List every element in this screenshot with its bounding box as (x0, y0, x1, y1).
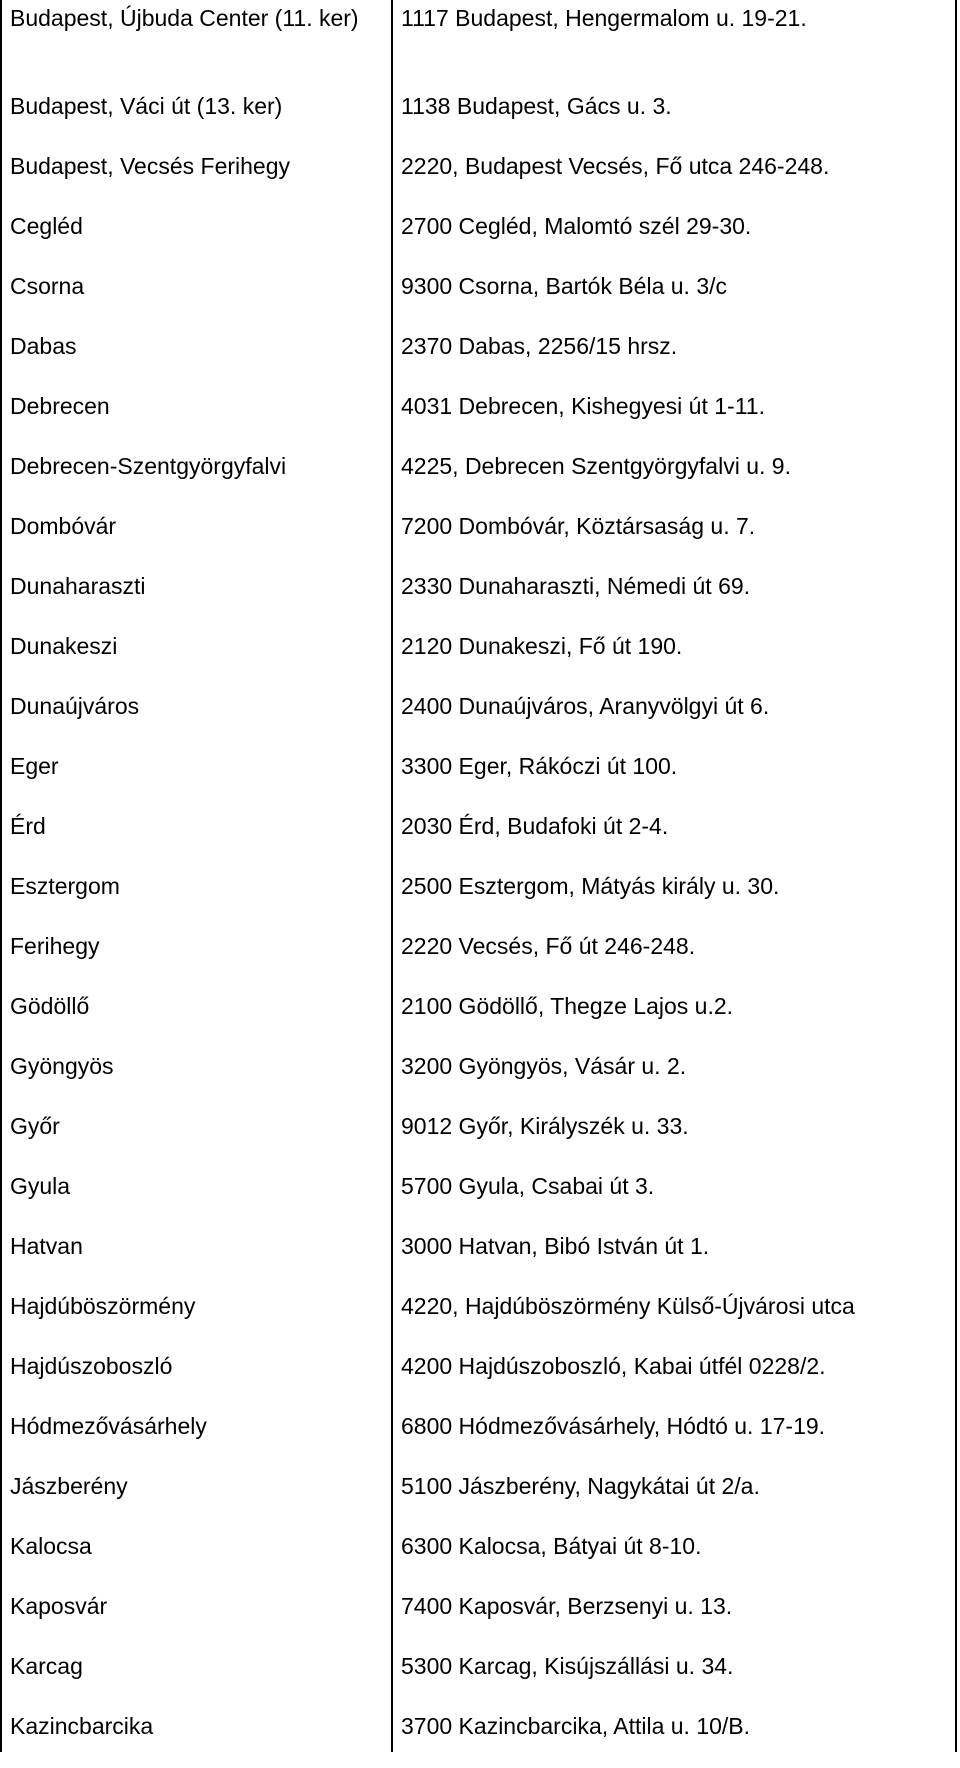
location-name: Kaposvár (10, 1593, 108, 1619)
table-row (0, 1588, 960, 1648)
location-name: Hajdúszoboszló (10, 1353, 173, 1379)
location-name: Eger (10, 753, 59, 779)
location-address: 3700 Kazincbarcika, Attila u. 10/B. (401, 1713, 751, 1739)
location-name: Dunakeszi (10, 633, 118, 659)
location-address: 2700 Cegléd, Malomtó szél 29-30. (401, 213, 752, 239)
location-name: Csorna (10, 273, 85, 299)
location-name: Debrecen (10, 393, 110, 419)
location-name: Hajdúböszörmény (10, 1293, 196, 1319)
location-name: Hódmezővásárhely (10, 1413, 207, 1439)
table-row (0, 988, 960, 1048)
location-address: 7200 Dombóvár, Köztársaság u. 7. (401, 513, 756, 539)
location-address: 3300 Eger, Rákóczi út 100. (401, 753, 678, 779)
table-row (0, 0, 960, 88)
location-address: 4200 Hajdúszoboszló, Kabai útfél 0228/2. (401, 1353, 826, 1379)
location-name: Dombóvár (10, 513, 117, 539)
location-address: 1138 Budapest, Gács u. 3. (401, 93, 672, 119)
location-name: Gyöngyös (10, 1053, 114, 1079)
location-address: 3000 Hatvan, Bibó István út 1. (401, 1233, 710, 1259)
table-row (0, 328, 960, 388)
location-name: Budapest, Újbuda Center (11. ker) (10, 5, 359, 31)
location-name: Karcag (10, 1653, 83, 1679)
table-row (0, 868, 960, 928)
location-address: 2220 Vecsés, Fő út 246-248. (401, 933, 696, 959)
location-name: Dabas (10, 333, 77, 359)
location-name: Budapest, Vecsés Ferihegy (10, 153, 290, 179)
location-address: 5300 Karcag, Kisújszállási u. 34. (401, 1653, 734, 1679)
location-name: Budapest, Váci út (13. ker) (10, 93, 283, 119)
table-row (0, 1348, 960, 1408)
location-address: 9300 Csorna, Bartók Béla u. 3/c (401, 273, 728, 299)
table-row (0, 1228, 960, 1288)
location-address: 3200 Gyöngyös, Vásár u. 2. (401, 1053, 687, 1079)
location-name: Jászberény (10, 1473, 128, 1499)
location-address: 4225, Debrecen Szentgyörgyfalvi u. 9. (401, 453, 791, 479)
location-name: Hatvan (10, 1233, 83, 1259)
table-row (0, 1048, 960, 1108)
location-address: 4220, Hajdúböszörmény Külső-Újvárosi utca (401, 1293, 855, 1319)
location-name: Gyula (10, 1173, 71, 1199)
table-row (0, 148, 960, 208)
table-row (0, 448, 960, 508)
location-name: Érd (10, 813, 46, 839)
location-address: 6800 Hódmezővásárhely, Hódtó u. 17-19. (401, 1413, 826, 1439)
table-row (0, 1288, 960, 1348)
location-name: Gödöllő (10, 993, 90, 1019)
location-address: 5700 Gyula, Csabai út 3. (401, 1173, 655, 1199)
location-address: 2400 Dunaújváros, Aranyvölgyi út 6. (401, 693, 770, 719)
location-name: Kazincbarcika (10, 1713, 154, 1739)
table-row (0, 1648, 960, 1708)
table-row (0, 508, 960, 568)
location-address: 4031 Debrecen, Kishegyesi út 1-11. (401, 393, 765, 419)
location-address: 2370 Dabas, 2256/15 hrsz. (401, 333, 678, 359)
table-row (0, 808, 960, 868)
location-name: Dunaharaszti (10, 573, 146, 599)
table-row (0, 1108, 960, 1168)
table-row (0, 208, 960, 268)
location-address: 2120 Dunakeszi, Fő út 190. (401, 633, 683, 659)
location-name: Dunaújváros (10, 693, 140, 719)
location-address: 2330 Dunaharaszti, Némedi út 69. (401, 573, 751, 599)
location-name: Kalocsa (10, 1533, 92, 1559)
location-name: Győr (10, 1113, 60, 1139)
location-name: Esztergom (10, 873, 120, 899)
table-row (0, 1468, 960, 1528)
location-address: 5100 Jászberény, Nagykátai út 2/a. (401, 1473, 760, 1499)
table-row (0, 568, 960, 628)
location-address: 6300 Kalocsa, Bátyai út 8-10. (401, 1533, 702, 1559)
location-address: 9012 Győr, Királyszék u. 33. (401, 1113, 689, 1139)
table-row (0, 88, 960, 148)
location-address: 2100 Gödöllő, Thegze Lajos u.2. (401, 993, 734, 1019)
location-name: Ferihegy (10, 933, 100, 959)
location-name: Debrecen-Szentgyörgyfalvi (10, 453, 287, 479)
table-row (0, 1528, 960, 1588)
table-row (0, 1168, 960, 1228)
table-row (0, 268, 960, 328)
location-name: Cegléd (10, 213, 83, 239)
table-row (0, 1408, 960, 1468)
location-address: 1117 Budapest, Hengermalom u. 19-21. (401, 5, 807, 31)
table-row (0, 688, 960, 748)
location-address: 2030 Érd, Budafoki út 2-4. (401, 813, 669, 839)
table-row (0, 1708, 960, 1768)
location-address: 2220, Budapest Vecsés, Fő utca 246-248. (401, 153, 830, 179)
table-row (0, 928, 960, 988)
location-address: 2500 Esztergom, Mátyás király u. 30. (401, 873, 780, 899)
table-row (0, 388, 960, 448)
location-address: 7400 Kaposvár, Berzsenyi u. 13. (401, 1593, 733, 1619)
table-row (0, 748, 960, 808)
table-row (0, 628, 960, 688)
